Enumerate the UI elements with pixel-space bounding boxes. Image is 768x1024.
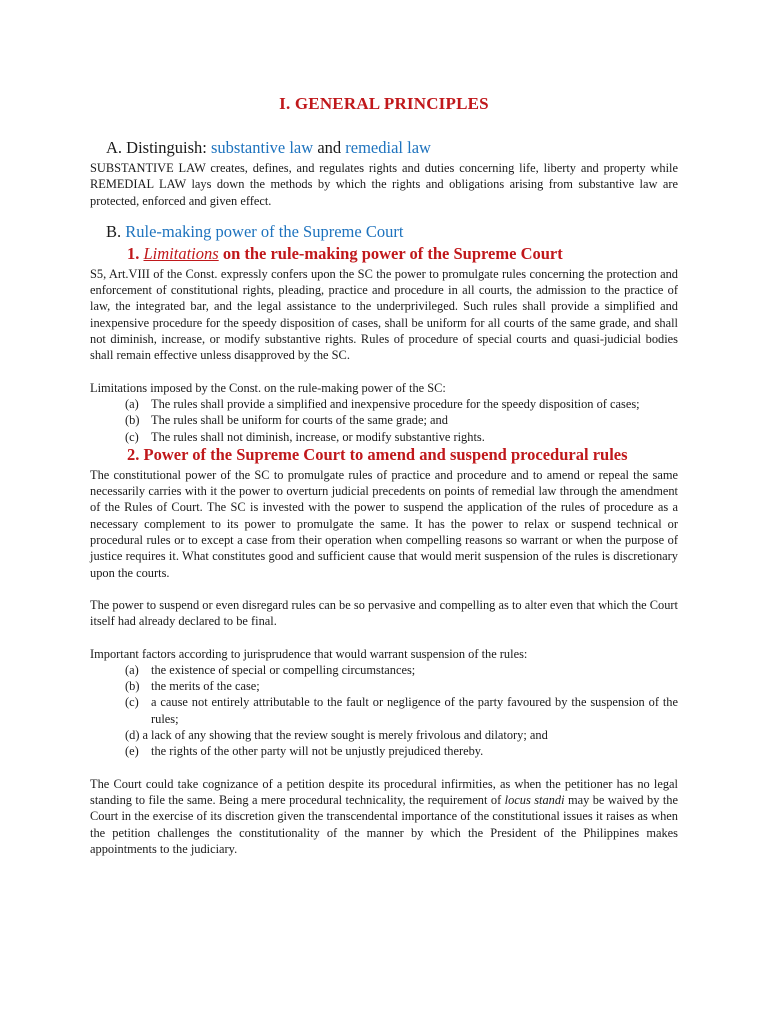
subsection-2-heading: 2. Power of the Supreme Court to amend and suspend procedural rules — [127, 444, 628, 464]
list-item: (b) the merits of the case; — [125, 679, 260, 694]
list-item: (d) a lack of any showing that the review sought is merely frivolous and dilatory; and — [125, 728, 548, 743]
limitations-list — [90, 396, 678, 445]
section-b-heading — [106, 222, 678, 242]
list-item: (e) the rights of the other party will not be unjustly prejudiced thereby. — [125, 744, 484, 759]
section-a-and: and — [317, 138, 342, 157]
subsection-2-body-2: The power to suspend or even disregard rules can be so pervasive and compelling as to alter even that which the Court itself had already declared to be final. — [90, 597, 678, 629]
section-a-term1: substantive law — [210, 138, 314, 157]
limitations-intro: Limitations imposed by the Const. on the rule-making power of the SC: — [90, 380, 446, 395]
list-item: (a) The rules shall provide a simplified and inexpensive procedure for the speedy disposition of cases; — [125, 396, 640, 411]
section-a-term2: remedial law — [345, 138, 431, 157]
list-item: (b) The rules shall be uniform for courts of the same grade; and — [125, 413, 448, 428]
section-b-label: B. — [106, 221, 122, 241]
locus-standi-term: locus standi — [504, 792, 565, 807]
subsection-1-number: 1. — [127, 243, 140, 263]
section-a-label: A. Distinguish: — [106, 138, 207, 157]
subsection-1-heading — [127, 244, 678, 264]
factors-intro: Important factors according to jurisprudence that would warrant suspension of the rules: — [90, 646, 528, 661]
subsection-2-body-3: The Court could take cognizance of a petition despite its procedural infirmities, as when the petitioner has no legal standing to file the same. Being a mere procedural technicality, the requirement of locus standi may be waived by the Court in the exercise of its discretion given the transcendental importance of the constitutional issues it raises as when the petition challenges the constitutionality of the manner by which the President of the Philippines makes appointments to the judiciary. — [90, 776, 678, 856]
list-item: (c) a cause not entirely attributable to the fault or negligence of the party favoured by the suspension of the rules; — [125, 695, 678, 726]
page-title: I. GENERAL PRINCIPLES — [279, 94, 489, 113]
subsection-1-title: on the rule-making power of the Supreme Court — [222, 243, 563, 263]
list-item: (a) the existence of special or compelling circumstances; — [125, 662, 416, 677]
section-b-title: Rule-making power of the Supreme Court — [125, 221, 404, 241]
factors-list — [90, 662, 678, 760]
subsection-1-limitations: Limitations — [143, 243, 219, 263]
list-item: (c) The rules shall not diminish, increase, or modify substantive rights. — [125, 429, 485, 444]
section-a-body: SUBSTANTIVE LAW creates, defines, and regulates rights and duties concerning life, liberty and property while REMEDIAL LAW lays down the methods by which the rights and obligations arising from substantive law are protected, enforced and given effect. — [90, 161, 678, 208]
subsection-1-body: S5, Art.VIII of the Const. expressly confers upon the SC the power to promulgate rules concerning the protection and enforcement of constitutional rights, pleading, practice and procedure in all courts, the admission to the practice of law, the integrated bar, and the legal assistance to the underprivileged. Such rules shall provide a simplified and inexpensive procedure for the speedy disposition of cases, shall be uniform for all courts of the same grade, and shall not diminish, increase, or modify substantive rights. Rules of procedure of special courts and quasi-judicial bodies shall remain effective unless disapproved by the SC. — [90, 266, 678, 363]
subsection-2-body-1: The constitutional power of the SC to promulgate rules of practice and procedure and to amend or repeal the same necessarily carries with it the power to overturn judicial precedents on points of remedial law through the amendment of the Rules of Court. The SC is invested with the power to suspend the application of the rules of procedure as a necessary complement to its power to promulgate the same. It has the power to relax or suspend technical or procedural rules or to except a case from their operation when compelling reasons so warrant or when the purpose of justice requires it. What constitutes good and sufficient cause that would merit suspension of the rules is discretionary upon the courts. — [90, 467, 678, 580]
section-a-heading — [106, 138, 678, 158]
